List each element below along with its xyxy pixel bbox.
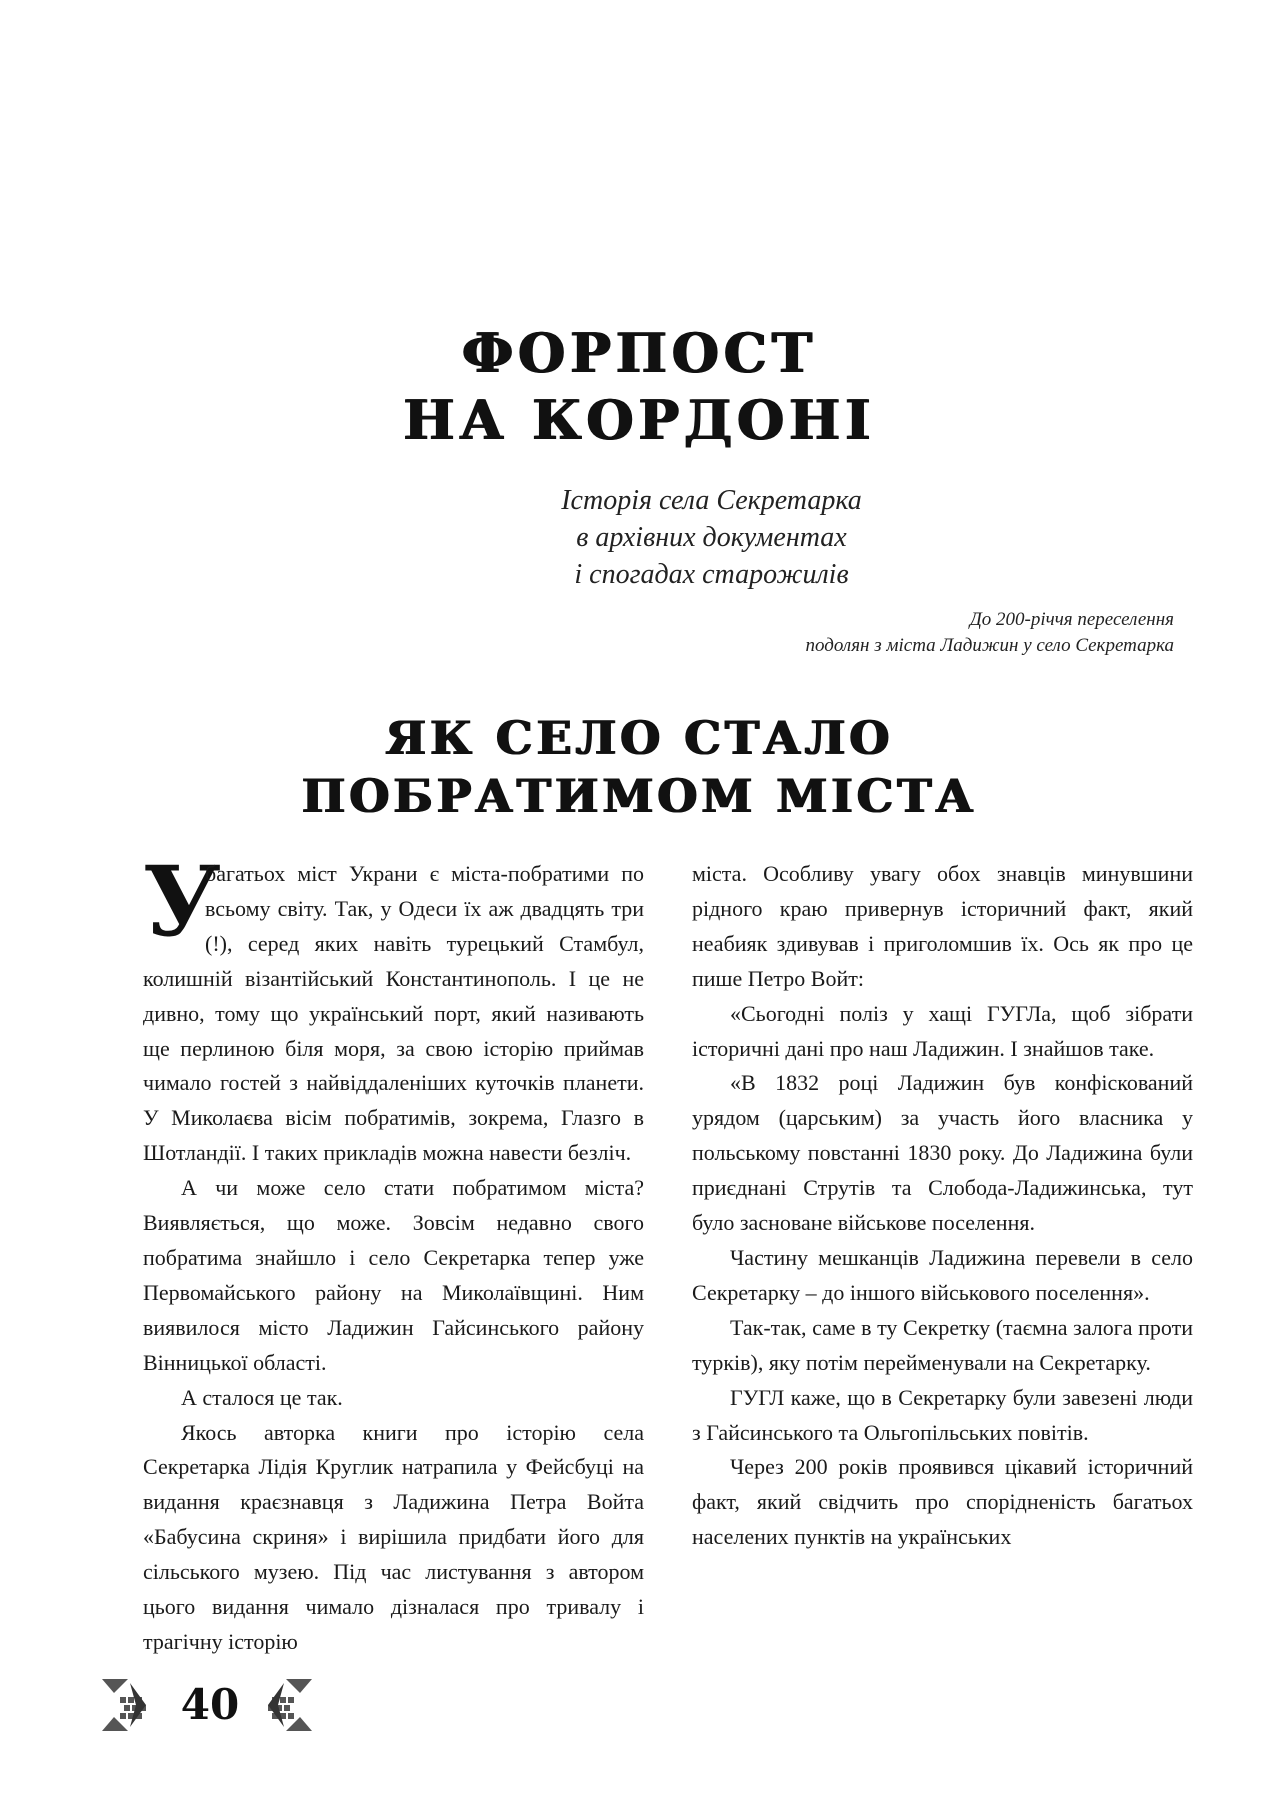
subtitle-line-3: і спогадах старожилів (574, 559, 849, 590)
paragraph: «В 1832 році Ладижин був конфіскований урядом (царським) за участь його власника у польському повстанні 1830 року. До Ладижина були приєднані Струтів та Слобода-Ладижинська, тут було засноване військове поселення. (692, 1070, 1193, 1236)
dedication-line-1: До 200-річчя переселення (969, 609, 1174, 630)
subtitle-line-1: Історія села Секретарка (561, 485, 862, 516)
left-text-column (143, 845, 644, 1660)
paragraph: міста. Особливу увагу обох знавців минувшини рідного краю привернув історичний факт, який неабияк здивував і приголомшив їх. Ось як про це пише Петро Войт: (692, 861, 1193, 991)
subtitle-line-2: в архівних документах (576, 522, 847, 553)
paragraph: Якось авторка книги про історію села Секретарка Лідія Круглик натрапила у Фейсбуці на видання краєзнавця з Ладижина Петра Войта «Бабусина скриня» і вирішила придбати його для сільського музею. Під час листування з автором цього видання чимало дізналася про тривалу і трагічну історію (143, 1419, 644, 1654)
paragraph: «Сьогодні поліз у хащі ГУГЛа, щоб зібрати історичні дані про наш Ладижин. І знайшов таке. (692, 1000, 1193, 1061)
paragraph: А сталося це так. (181, 1384, 343, 1410)
main-title-line-2: НА КОРДОНІ (403, 388, 876, 452)
right-text-column (692, 857, 1193, 1555)
paragraph: Через 200 років проявився цікавий історичний факт, який свідчить про спорідненість багатьох населених пунктів на українських (692, 1454, 1193, 1550)
page-number: 40 (180, 1680, 240, 1729)
embroidery-ornament-icon (264, 1675, 314, 1735)
main-title-line-1: ФОРПОСТ (461, 321, 818, 385)
paragraph: А чи може село стати побратимом міста? Виявляється, що може. Зовсім недавно свого побратима знайшло і село Секретарка тепер уже Первомайського району на Миколаївщині. Ним виявилося місто Ладижин Гайсинського району Вінницької області. (143, 1175, 644, 1375)
section-title-line-1: ЯК СЕЛО СТАЛО (385, 711, 894, 765)
paragraph: багатьох міст Украни є міста-побратими по всьому світу. Так, у Одеси їх аж двадцять три (!), серед яких навіть турецький Стамбул, колишній візантійський Константинополь. І це не дивно, тому що український порт, який називають ще перлиною біля моря, за свою історію приймав чимало гостей з найвіддаленіших куточків планети. У Миколаєва вісім побратимів, зокрема, Глазго в Шотландії. І таких прикладів можна навести безліч. (143, 861, 644, 1166)
paragraph: ГУГЛ каже, що в Секретарку були завезені люди з Гайсинського та Ольгопільських повітів. (692, 1384, 1193, 1445)
dedication-line-2: подолян з міста Ладижин у село Секретарка (805, 635, 1174, 656)
paragraph: Так-так, саме в ту Секретку (таємна залога проти турків), яку потім перейменували на Секретарку. (692, 1314, 1193, 1375)
section-title-line-2: ПОБРАТИМОМ МІСТА (301, 769, 978, 823)
drop-cap: У (143, 845, 221, 958)
embroidery-ornament-icon (100, 1675, 150, 1735)
paragraph: Частину мешканців Ладижина перевели в село Секретарку – до іншого військового поселення». (692, 1244, 1193, 1305)
